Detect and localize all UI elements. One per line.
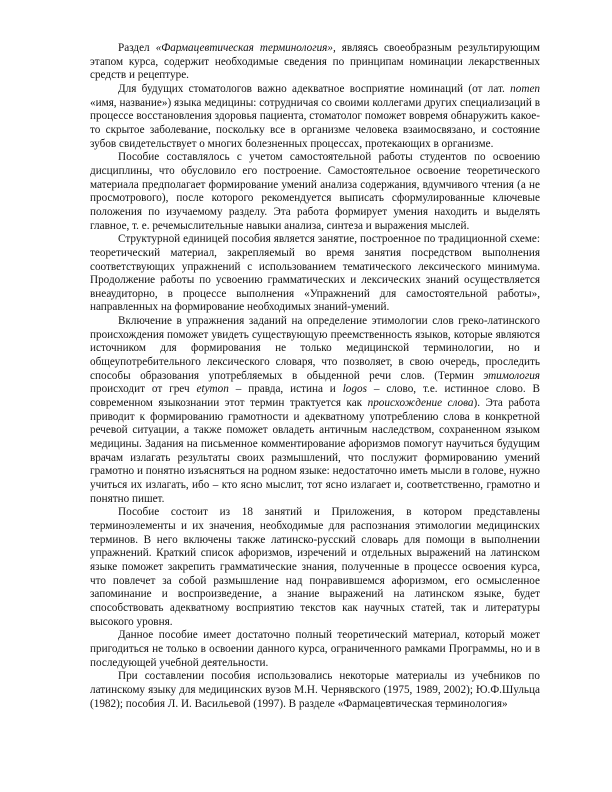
text-span: происходит от греч bbox=[90, 383, 197, 396]
text-span: – слово, т.е. истинное слово. В современном языкознании этот термин трактуется как bbox=[90, 383, 540, 410]
paragraph-dentists-nomination bbox=[90, 83, 540, 151]
italic-term-nomen: nomen bbox=[510, 82, 540, 95]
text-span: «имя, название») языка медицины: сотрудничая со своими коллегами других специализаций в процессе восстановления здоровья пациента, стоматолог поможет вовремя обнаружить какое-то скрытое заболевание, поскольку все в организме человека взаимосвязано, и состояние зубов свидетельствует о многих болезненных процессах, протекающих в организме. bbox=[90, 96, 540, 150]
text-span: являясь своеобразным результирующим этапом курса, содержит необходимые сведения по принципам номинации лекарственных средств и рецептуре. bbox=[90, 42, 540, 82]
italic-term-etymology: этимология bbox=[483, 369, 540, 382]
italic-term-logos: logos bbox=[342, 383, 367, 396]
text-span: Для будущих стоматологов важно адекватное восприятие номинаций (от лат. bbox=[118, 82, 511, 95]
italic-section-title: «Фармацевтическая терминология», bbox=[155, 42, 336, 54]
paragraph-etymology bbox=[90, 315, 540, 506]
text-span: Раздел bbox=[118, 42, 156, 54]
text-span: ). Эта работа приводит к формированию грамотности и адекватному употреблению слова в конкретной речевой ситуации, а также поможет овладеть античным наследством, сохраненном языком медицины. Задания на письменное комментирование афоризмов помогут научиться будущим врачам излагать результаты своих размышлений, что послужит формированию умений грамотно и понятно изъясняться на родном языке: недостаточно иметь мысли в голове, нужно учиться их излагать, ибо – кто ясно мыслит, тот ясно излагает и, соответственно, грамотно и понятно пишет. bbox=[90, 397, 541, 505]
paragraph-structure: Структурной единицей пособия является занятие, построенное по традиционной схеме: теоретический материал, закрепляемый во время занятия посредством выполнения соответствующих упражнений с использованием тематического лексического минимума. Продолжение работы по усвоению грамматических и лексических знаний осуществляется внеаудиторно, в процессе выполнения «Упражнений для самостоятельной работы», направленных на формирование необходимых знаний-умений. bbox=[90, 233, 540, 314]
text-span: Включение в упражнения заданий на определение этимологии слов греко-латинского происхождения поможет увидеть существующую преемственность языков, которые являются источником для формирования не только медицинской терминологии, но и общеупотребительного лексического словаря, что позволяет, в свою очередь, проследить способы образования употребляемых в обыденной речи слов. (Термин bbox=[90, 315, 540, 382]
paragraph-pharma-section bbox=[90, 42, 540, 83]
paragraph-theory: Данное пособие имеет достаточно полный теоретический материал, который может пригодиться не только в освоении данного курса, ограниченного рамками Программы, но и в последующей учебной деятельности. bbox=[90, 629, 540, 669]
paragraph-sources: При составлении пособия использовались некоторые материалы из учебников по латинскому языку для медицинских вузов М.Н. Чернявского (1975, 1989, 2002); Ю.Ф.Шульца (1982); пособия Л. И. Васильевой (1997). В разделе «Фармацевтическая терминология» bbox=[90, 670, 540, 710]
italic-term-word-origin: происхождение слова bbox=[367, 397, 474, 410]
italic-term-etymon: etymon bbox=[196, 383, 229, 396]
paragraph-self-study: Пособие составлялось с учетом самостоятельной работы студентов по освоению дисциплины, что обусловило его построение. Самостоятельное освоение теоретического материала предполагает формирование умений анализа содержания, вдумчивого чтения (а не просмотрового), после которого рекомендуется выписать сформулированные ключевые положения по изучаемому разделу. Эта работа формирует умения находить и выделять главное, т. е. речемыслительные навыки анализа, синтеза и выражения мыслей. bbox=[90, 151, 540, 232]
text-span: – правда, истина и bbox=[228, 383, 343, 396]
paragraph-contents: Пособие состоит из 18 занятий и Приложения, в котором представлены терминоэлементы и их значения, необходимые для распознания этимологии медицинских терминов. В него включены также латинско-русский словарь для помощи в выполнении упражнений. Краткий список афоризмов, изречений и отдельных выражений на латинском языке поможет закрепить грамматические знания, полученные в процессе освоения курса, что повлечет за собой размышление над понравившемся афоризмом, его осмысленное запоминание и воспроизведение, а знание выражений на латинском языке, будет способствовать адекватному восприятию текстов как научных статей, так и литературы высокого уровня. bbox=[90, 506, 540, 628]
